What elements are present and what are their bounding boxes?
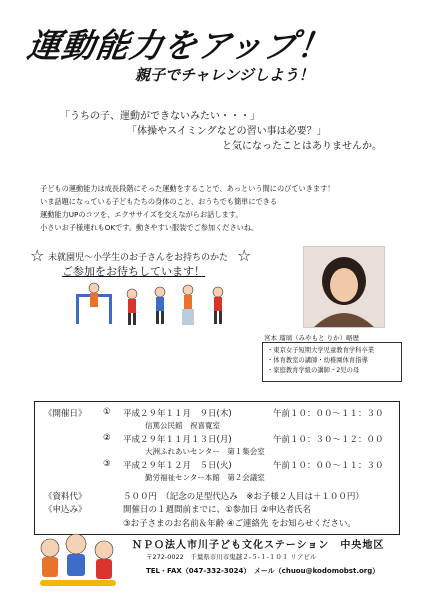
bio-line: ・東京女子短期大学児童教育学科卒業 (267, 347, 375, 354)
bio-line: ・家庭教育学級の講師・2児の母 (267, 367, 360, 374)
session-number: ① (103, 407, 111, 417)
intro-line-4: 小さいお子様連れもOKです。動きやすい服装でご参加くださいね。 (40, 223, 259, 232)
organization-address: 〒272-0022 千葉県市川市鬼越２-５-１-１０１ リアビル (146, 553, 317, 561)
kids-group-illustration (30, 528, 126, 598)
invite-line: ご参加をお待ちしています！ (62, 265, 205, 278)
subtitle: 親子でチャレンジしよう！ (135, 66, 314, 84)
session-date: 平成２９年１１月１３日(月) (123, 435, 232, 445)
session-number: ② (103, 433, 111, 443)
dates-label: 《開催日》 (44, 409, 87, 419)
session-date: 平成２９年１１月 ９日(木) (123, 409, 232, 419)
organization-name: ＮＰＯ法人市川子ども文化ステーション 中央地区 (132, 540, 385, 551)
intro-line-3: 運動能力UPのコツを、エクササイズを交えながらお話します。 (40, 210, 243, 219)
organization-contact: TEL・FAX（047-332-3024） メール（chuou@kodomobst.org） (146, 567, 380, 575)
target-audience: 未就園児～小学生のお子さんをお持ちのかた (48, 253, 229, 263)
star-icon: ☆ (30, 246, 45, 265)
star-icon: ☆ (237, 246, 252, 265)
quote-3: と気になったことはありませんか。 (222, 141, 382, 152)
session-time: 午前１０：００～１１：３０ (273, 409, 384, 419)
session-time: 午前１０：００～１１：３０ (273, 461, 384, 471)
quote-2: 「体操やスイミングなどの習い事は必要？」 (127, 126, 327, 137)
children-exercise-illustration (70, 280, 240, 336)
instructor-photo (303, 246, 385, 328)
apply-line-1: 開催日の１週間前までに、①参加日 ②申込者氏名 (123, 505, 311, 515)
bio-line: ・体育教室の講師・幼稚園体育指導 (267, 357, 368, 364)
session-date: 平成２９年１２月 ５日(火) (123, 461, 232, 471)
session-time: 午前１０：３０～１２：００ (273, 435, 384, 445)
fee-text: ５００円 （記念の足型代込み ※お子様２人目は＋１００円） (123, 492, 364, 502)
session-venue: 勤労福祉センター本館 第２会議室 (145, 473, 265, 482)
apply-line-2: ③お子さまのお名前＆年齢 ④ご連絡先 をお知らせください。 (123, 519, 356, 529)
instructor-bio (262, 342, 402, 382)
apply-label: 《申込み》 (44, 505, 87, 515)
intro-line-1: 子どもの運動能力は成長段階にそった運動をすることで、あっという間にのびていきます！ (40, 184, 335, 193)
intro-line-2: いま話題になっている子どもたちの身体のこと、おうちでも簡単にできる (40, 197, 278, 206)
fee-label: 《資料代》 (44, 492, 87, 502)
session-number: ③ (103, 459, 111, 469)
main-title: 運動能力をアップ！ (24, 26, 335, 65)
instructor-name: 宮本 瑠璃（みやもと りか）略歴 (264, 334, 360, 342)
event-info-box (34, 401, 400, 535)
session-venue: 大洲ふれあいセンター 第１集会室 (145, 447, 265, 456)
quote-1: 「うちの子、運動ができないみたい・・・」 (60, 111, 260, 122)
session-venue: 信篤公民館 祝喜寛室 (145, 421, 220, 430)
